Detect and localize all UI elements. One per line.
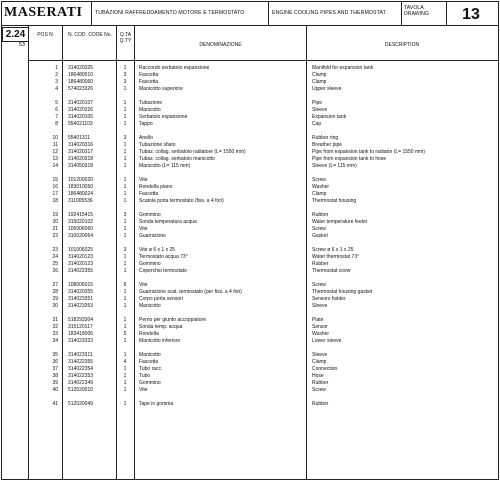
table-row xyxy=(2,156,498,163)
table-row xyxy=(2,268,498,275)
code-cell: 314023351 xyxy=(68,296,94,302)
description-cell: Screw xyxy=(312,282,326,288)
denominazione-cell: Gommino xyxy=(139,261,161,267)
table-row xyxy=(2,135,498,142)
denominazione-cell: Fascetta xyxy=(139,79,159,85)
description-cell: Sleeve xyxy=(312,303,328,309)
qty-cell: 1 xyxy=(123,86,127,92)
code-cell: 183010050 xyxy=(68,184,94,190)
qty-cell: 1 xyxy=(123,380,127,386)
pos-cell: 10 xyxy=(52,135,58,141)
description-cell: Expansion tank xyxy=(312,114,347,120)
qty-cell: 1 xyxy=(123,261,127,267)
qty-cell: 1 xyxy=(123,219,127,225)
code-cell: 314020318 xyxy=(68,156,94,162)
table-row xyxy=(2,86,498,93)
pos-cell: 39 xyxy=(52,380,58,386)
code-cell: 314020326 xyxy=(68,107,94,113)
table-row xyxy=(2,142,498,149)
code-cell: 183418006 xyxy=(68,331,94,337)
table-row xyxy=(2,261,498,268)
code-cell: 574023326 xyxy=(68,86,94,92)
pos-cell: 25 xyxy=(52,261,58,267)
divider xyxy=(401,2,402,25)
brand-logo: MASERATI xyxy=(4,5,83,20)
code-cell: 108006015 xyxy=(68,282,94,288)
denominazione-cell: Gommino xyxy=(139,380,161,386)
denominazione-cell: Serbatoio espansione xyxy=(139,114,188,120)
table-row xyxy=(2,247,498,254)
code-cell: 314023323 xyxy=(68,338,94,344)
pos-cell: 3 xyxy=(55,79,58,85)
description-cell: Screw xyxy=(312,226,326,232)
description-cell: Rubber xyxy=(312,212,329,218)
page-code: 2.24 xyxy=(2,27,29,42)
description-cell: Hose xyxy=(312,373,324,379)
description-cell: Washer xyxy=(312,331,330,337)
qty-cell: 1 xyxy=(123,198,127,204)
col-header-code: N. COD. CODE No. xyxy=(68,32,112,38)
table-row xyxy=(2,296,498,303)
denominazione-cell: Tubazione sfiato xyxy=(139,142,176,148)
description-cell: Gasket xyxy=(312,233,328,239)
col-header-description: DESCRIPTION xyxy=(384,42,420,48)
description-cell: Manifold for expansion tank xyxy=(312,65,374,71)
table-row xyxy=(2,65,498,72)
code-cell: 314020355 xyxy=(68,289,94,295)
table-row xyxy=(2,254,498,261)
code-cell: 314023353 xyxy=(68,303,94,309)
code-cell: 314022355 xyxy=(68,359,94,365)
code-cell: 315120117 xyxy=(68,324,93,330)
qty-cell: 1 xyxy=(123,401,127,407)
description-cell: Thermostat cover xyxy=(312,268,351,274)
qty-cell: 1 xyxy=(123,114,127,120)
code-cell: 314020123 xyxy=(68,261,94,267)
description-cell: Washer xyxy=(312,184,330,190)
table-row xyxy=(2,233,498,240)
table-row xyxy=(2,282,498,289)
denominazione-cell: Guarnizione xyxy=(139,233,166,239)
qty-cell: 1 xyxy=(123,366,127,372)
pos-cell: 12 xyxy=(52,149,58,155)
qty-cell: 1 xyxy=(123,121,127,127)
table-row xyxy=(2,114,498,121)
description-cell: Rubber xyxy=(312,261,329,267)
code-cell: 314020105 xyxy=(68,114,94,120)
table-row xyxy=(2,401,498,408)
pos-cell: 29 xyxy=(52,296,58,302)
table-row xyxy=(2,79,498,86)
code-cell: 518293304 xyxy=(68,317,94,323)
title-english: ENGINE COOLING PIPES AND THERMOSTAT xyxy=(272,10,386,16)
denominazione-cell: Tubo racc. xyxy=(139,366,163,372)
pos-cell: 23 xyxy=(52,247,58,253)
denominazione-cell: Perno per giunto accoppiatore xyxy=(139,317,206,323)
header-rule xyxy=(28,60,498,61)
table-row xyxy=(2,387,498,394)
pos-cell: 18 xyxy=(52,198,58,204)
qty-cell: 1 xyxy=(123,142,127,148)
qty-cell: 5 xyxy=(123,331,127,337)
description-cell: Lower sleeve xyxy=(312,338,342,344)
qty-cell: 1 xyxy=(123,233,127,239)
denominazione-cell: Vite xyxy=(139,282,148,288)
description-cell: Rubber xyxy=(312,401,329,407)
pos-cell: 27 xyxy=(52,282,58,288)
code-cell: 314022353 xyxy=(68,373,94,379)
denominazione-cell: Sonda temp. acqua xyxy=(139,324,183,330)
denominazione-cell: Sonda temperatura acqua xyxy=(139,219,197,225)
table-row xyxy=(2,303,498,310)
code-cell: 314023311 xyxy=(68,352,93,358)
table-row xyxy=(2,226,498,233)
table-row xyxy=(2,121,498,128)
qty-cell: 3 xyxy=(123,247,127,253)
pos-cell: 13 xyxy=(52,156,58,162)
table-row xyxy=(2,366,498,373)
qty-cell: 1 xyxy=(123,226,127,232)
qty-cell: 4 xyxy=(123,359,127,365)
denominazione-cell: Manicotto inferiore xyxy=(139,338,181,344)
divider xyxy=(268,2,269,25)
pos-cell: 1 xyxy=(55,65,58,71)
pos-cell: 33 xyxy=(52,331,58,337)
pos-cell: 20 xyxy=(52,219,58,225)
table-row xyxy=(2,212,498,219)
pos-cell: 32 xyxy=(52,324,58,330)
col-header-denominazione: DENOMINAZIONE xyxy=(199,42,242,48)
table-row xyxy=(2,289,498,296)
qty-cell: 1 xyxy=(123,156,127,162)
table-row xyxy=(2,191,498,198)
qty-cell: 1 xyxy=(123,268,127,274)
code-cell: 314020107 xyxy=(68,100,94,106)
code-cell: 186480010 xyxy=(68,72,94,78)
pos-cell: 8 xyxy=(55,121,58,127)
denominazione-cell: Rondella piano xyxy=(139,184,173,190)
denominazione-cell: Manicotto superiore xyxy=(139,86,183,92)
description-cell: Pipe from expansion tank to hose xyxy=(312,156,387,162)
table-row xyxy=(2,219,498,226)
denominazione-cell: Tubaz. collag. serbatoio manicotto xyxy=(139,156,215,162)
pos-cell: 36 xyxy=(52,359,58,365)
qty-cell: 1 xyxy=(123,352,127,358)
table-row xyxy=(2,107,498,114)
tavola-label: TAVOLA xyxy=(404,5,424,11)
pos-cell: 7 xyxy=(55,114,58,120)
pos-cell: 34 xyxy=(52,338,58,344)
denominazione-cell: Vite xyxy=(139,177,148,183)
qty-cell: 1 xyxy=(123,163,127,169)
pos-cell: 15 xyxy=(52,177,58,183)
description-cell: Water thermostat 73° xyxy=(312,254,360,260)
description-cell: Thermostat housing gasket xyxy=(312,289,373,295)
denominazione-cell: Tubaz. collag. serbatoio radiatore (L= 1550 mm) xyxy=(139,149,246,155)
description-cell: Thermostat housing xyxy=(312,198,357,204)
qty-cell: 1 xyxy=(123,65,127,71)
code-cell: 101200020 xyxy=(68,177,94,183)
qty-cell: 3 xyxy=(123,212,127,218)
description-cell: Upper sleeve xyxy=(312,86,342,92)
description-cell: Clamp xyxy=(312,79,327,85)
denominazione-cell: Manicotto xyxy=(139,303,161,309)
code-cell: 314022349 xyxy=(68,380,94,386)
denominazione-cell: Rondella xyxy=(139,331,159,337)
denominazione-cell: Vite ø 6 x 1 x 25 xyxy=(139,247,176,253)
description-cell: Screw ø 6 x 1 x 25 xyxy=(312,247,354,253)
title-italian: TUBAZIONI RAFFREDDAMENTO MOTORE E TERMOSTATO xyxy=(95,10,245,16)
qty-cell: 3 xyxy=(123,72,127,78)
pos-cell: 17 xyxy=(52,191,58,197)
qty-cell: 1 xyxy=(123,324,127,330)
table-row xyxy=(2,373,498,380)
qty-cell: 1 xyxy=(123,296,127,302)
pos-cell: 38 xyxy=(52,373,58,379)
description-cell: Sensors holder xyxy=(312,296,346,302)
pos-cell: 21 xyxy=(52,226,58,232)
qty-cell: 1 xyxy=(123,149,127,155)
description-cell: Plate xyxy=(312,317,324,323)
description-cell: Rubber xyxy=(312,380,329,386)
denominazione-cell: Termostato acqua 73° xyxy=(139,254,188,260)
pos-cell: 40 xyxy=(52,387,58,393)
drawing-label xyxy=(404,5,429,17)
description-cell: Clamp xyxy=(312,191,327,197)
divider xyxy=(91,2,92,25)
code-cell: 314020123 xyxy=(68,254,94,260)
qty-cell: 1 xyxy=(123,303,127,309)
table-row xyxy=(2,177,498,184)
parts-sheet xyxy=(1,1,499,480)
pos-cell: 19 xyxy=(52,212,58,218)
denominazione-cell: Anello xyxy=(139,135,153,141)
table-row xyxy=(2,359,498,366)
denominazione-cell: Vite xyxy=(139,226,148,232)
description-cell: Connection xyxy=(312,366,338,372)
qty-cell: 6 xyxy=(123,282,127,288)
description-cell: Rubber ring xyxy=(312,135,339,141)
qty-cell: 1 xyxy=(123,191,127,197)
code-cell: 314020317 xyxy=(68,149,94,155)
qty-cell: 1 xyxy=(123,338,127,344)
table-row xyxy=(2,352,498,359)
description-cell: Pipe xyxy=(312,100,323,106)
denominazione-cell: Manicotto xyxy=(139,107,161,113)
denominazione-cell: Manicotto xyxy=(139,352,161,358)
table-row xyxy=(2,184,498,191)
qty-cell: 1 xyxy=(123,373,127,379)
qty-cell: 1 xyxy=(123,387,127,393)
table-row xyxy=(2,380,498,387)
code-cell: 105006060 xyxy=(68,226,94,232)
code-cell: 311005536 xyxy=(68,198,93,204)
table-row xyxy=(2,163,498,170)
divider xyxy=(446,2,447,25)
drawing-text: DRAWING xyxy=(404,11,429,17)
denominazione-cell: Vite xyxy=(139,387,148,393)
denominazione-cell: Fascetta xyxy=(139,191,159,197)
code-cell: 101006025 xyxy=(68,247,94,253)
description-cell: Water temperature feeler xyxy=(312,219,368,225)
denominazione-cell: Guarnizione scat. termostato (per fiss. a 4 fori) xyxy=(139,289,242,295)
description-cell: Breather pipe xyxy=(312,142,343,148)
table-row xyxy=(2,324,498,331)
description-cell: Pipe from expansion tank to radiator (L= 1550 mm) xyxy=(312,149,425,155)
col-header-qty: Q.TA Q.TY xyxy=(119,32,132,44)
description-cell: Clamp xyxy=(312,72,327,78)
code-cell: 314020325 xyxy=(68,65,94,71)
qty-cell: 1 xyxy=(123,100,127,106)
pos-cell: 31 xyxy=(52,317,58,323)
qty-cell: 3 xyxy=(123,135,127,141)
denominazione-cell: Fascetta xyxy=(139,359,159,365)
pos-cell: 28 xyxy=(52,289,58,295)
denominazione-cell: Tubo xyxy=(139,373,151,379)
qty-cell: 1 xyxy=(123,289,127,295)
qty-cell: 1 xyxy=(123,254,127,260)
code-cell: 186480024 xyxy=(68,191,94,197)
pos-cell: 37 xyxy=(52,366,58,372)
table-row xyxy=(2,317,498,324)
description-cell: Screw xyxy=(312,177,326,183)
pos-cell: 22 xyxy=(52,233,58,239)
pos-cell: 6 xyxy=(55,107,58,113)
pos-cell: 5 xyxy=(55,100,58,106)
denominazione-cell: Corpo porta sensori xyxy=(139,296,183,302)
code-cell: 512020049 xyxy=(68,401,94,407)
table-row xyxy=(2,331,498,338)
pos-cell: 26 xyxy=(52,268,58,274)
pos-cell: 2 xyxy=(55,72,58,78)
qty-cell: 1 xyxy=(123,317,127,323)
code-cell: 554021103 xyxy=(68,121,93,127)
description-cell: Screw xyxy=(312,387,326,393)
pos-cell: 16 xyxy=(52,184,58,190)
code-cell: 186480060 xyxy=(68,79,94,85)
pos-cell: 14 xyxy=(52,163,58,169)
code-cell: 192415415 xyxy=(68,212,94,218)
code-cell: 315020102 xyxy=(68,219,94,225)
code-cell: 310020064 xyxy=(68,233,94,239)
table-row xyxy=(2,100,498,107)
sheet-header xyxy=(2,2,498,26)
table-row xyxy=(2,72,498,79)
col-header-pos: POS N xyxy=(37,32,53,38)
denominazione-cell: Gommino xyxy=(139,212,161,218)
pos-cell: 41 xyxy=(52,401,58,407)
pos-cell: 4 xyxy=(55,86,58,92)
denominazione-cell: Coperchio termostato xyxy=(139,268,187,274)
code-cell: 314050318 xyxy=(68,163,94,169)
code-cell: 55401311 xyxy=(68,135,90,141)
pos-cell: 35 xyxy=(52,352,58,358)
qty-cell: 1 xyxy=(123,184,127,190)
denominazione-cell: Scatola porta termostato (fiss. a 4 fori) xyxy=(139,198,224,204)
denominazione-cell: Tubazione xyxy=(139,100,163,106)
qty-cell: 1 xyxy=(123,177,127,183)
drawing-number: 13 xyxy=(462,6,480,23)
qty-cell: 1 xyxy=(123,107,127,113)
table-row xyxy=(2,149,498,156)
code-cell: 512020010 xyxy=(68,387,94,393)
code-cell: 314020316 xyxy=(68,142,94,148)
code-cell: 314022355 xyxy=(68,268,94,274)
denominazione-cell: Manicotto (L= 115 mm) xyxy=(139,163,191,169)
denominazione-cell: Fascetta xyxy=(139,72,159,78)
description-cell: Sensor xyxy=(312,324,328,330)
denominazione-cell: Raccordo serbatoio espansione xyxy=(139,65,210,71)
pos-cell: 24 xyxy=(52,254,58,260)
denominazione-cell: Tappo xyxy=(139,121,153,127)
description-cell: Sleeve (L= 115 mm) xyxy=(312,163,357,169)
pos-cell: 30 xyxy=(52,303,58,309)
code-cell: 314022354 xyxy=(68,366,94,372)
table-row xyxy=(2,198,498,205)
description-cell: Sleeve xyxy=(312,107,328,113)
page-sub: 53 xyxy=(18,42,25,48)
denominazione-cell: Tape in gomma xyxy=(139,401,174,407)
description-cell: Cap xyxy=(312,121,322,127)
description-cell: Clamp xyxy=(312,359,327,365)
qty-cell: 3 xyxy=(123,79,127,85)
table-row xyxy=(2,338,498,345)
description-cell: Sleeve xyxy=(312,352,328,358)
pos-cell: 11 xyxy=(52,142,58,148)
